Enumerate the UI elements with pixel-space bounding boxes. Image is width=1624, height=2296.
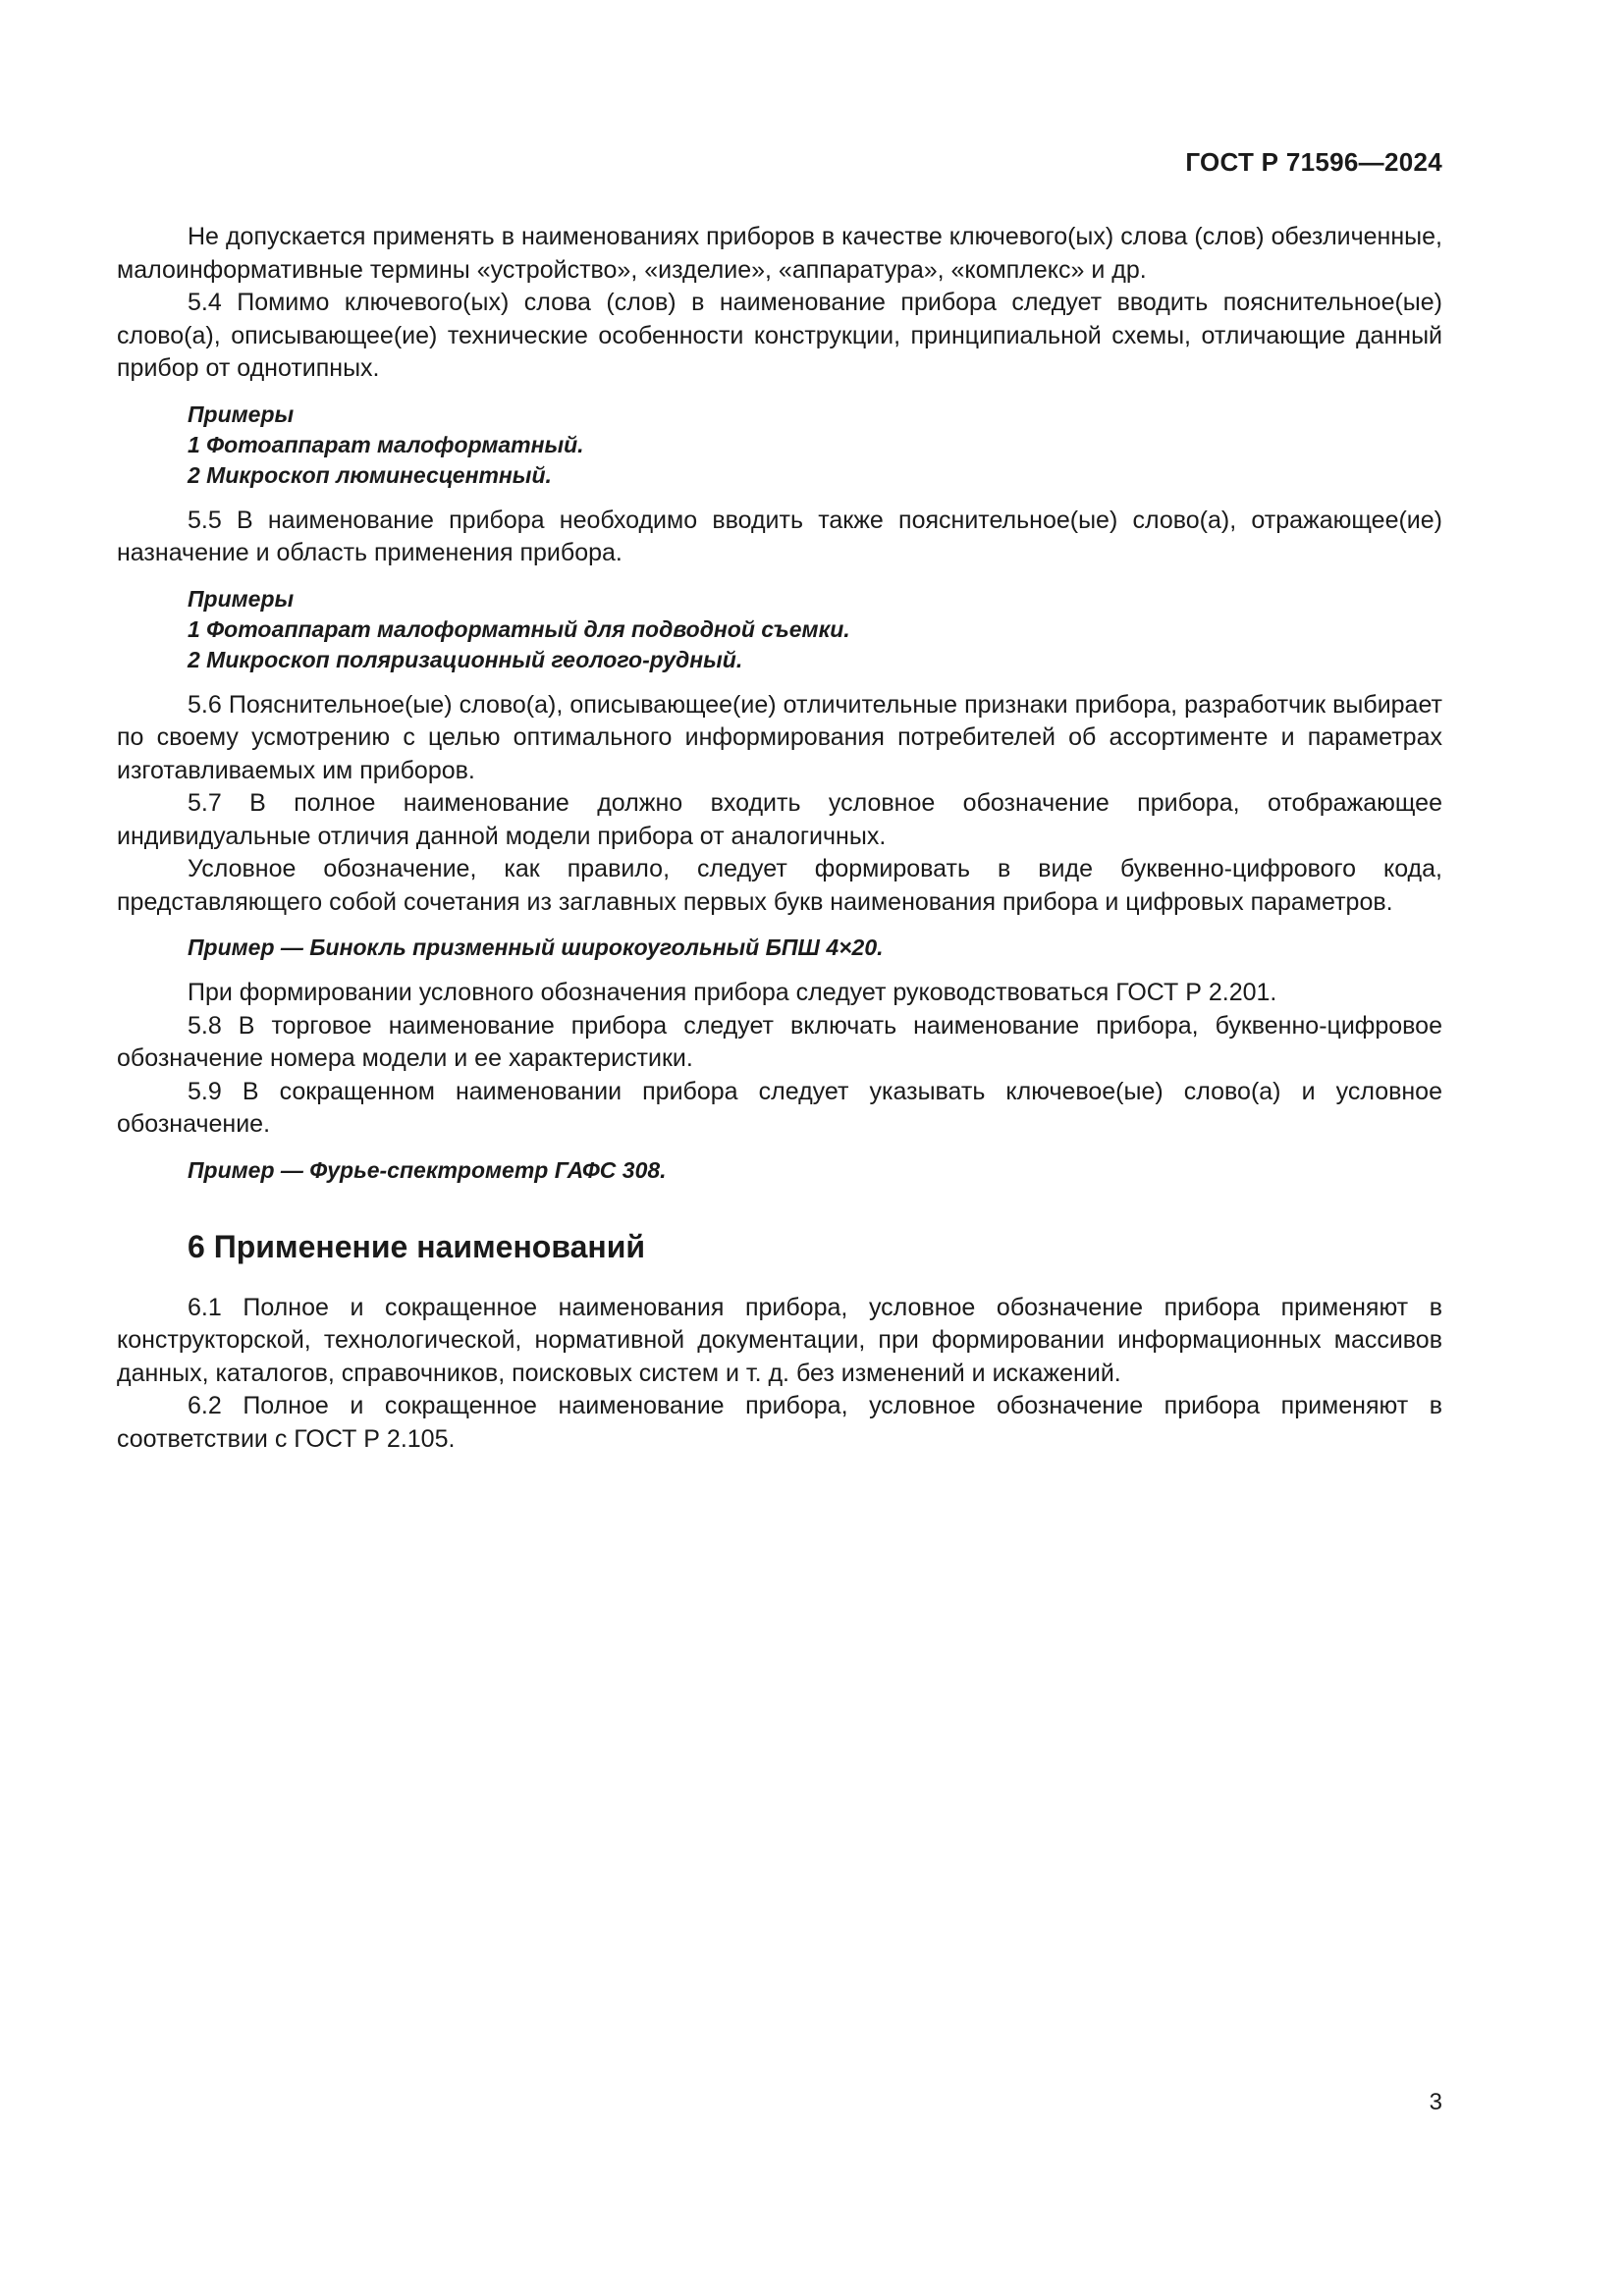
clause-6-2: 6.2 Полное и сокращенное наименование прибора, условное обозначение прибора применяют в соответствии с ГОСТ Р 2.105. [117, 1392, 1442, 1453]
examples-5-4 [188, 400, 1442, 491]
example-item: 1 Фотоаппарат малоформатный для подводной съемки. [188, 615, 850, 642]
document-code: ГОСТ Р 71596—2024 [1185, 147, 1442, 177]
clause-5-6: 5.6 Пояснительное(ые) слово(а), описывающее(ие) отличительные признаки прибора, разработчик выбирает по своему усмотрению с целью оптимального информирования потребителей об ассортименте и параметрах изготавливаемых им приборов. [117, 690, 1442, 784]
clause-6-1: 6.1 Полное и сокращенное наименования прибора, условное обозначение прибора применяют в конструкторской, технологической, нормативной документации, при формировании информационных массивов данных, каталогов, справочников, поисковых систем и т. д. без изменений и искажений. [117, 1293, 1442, 1387]
clause-5-7-reference: При формировании условного обозначения прибора следует руководствоваться ГОСТ Р 2.201. [188, 979, 1277, 1006]
examples-heading: Примеры [188, 400, 295, 427]
clause-5-9: 5.9 В сокращенном наименовании прибора следует указывать ключевое(ые) слово(а) и условное обозначение. [117, 1077, 1442, 1138]
document-body [117, 221, 1442, 1456]
clause-5-4: 5.4 Помимо ключевого(ых) слова (слов) в наименование прибора следует вводить пояснительное(ые) слово(а), описывающее(ие) технические особенности конструкции, принципиальной схемы, отличающие данный прибор от однотипных. [117, 289, 1442, 382]
section-6-title: 6 Применение наименований [188, 1228, 646, 1264]
examples-5-5 [188, 584, 1442, 675]
example-item: 2 Микроскоп люминесцентный. [188, 461, 552, 488]
page-number: 3 [1429, 2089, 1442, 2115]
example-item: 2 Микроскоп поляризационный геолого-рудный. [188, 646, 743, 672]
examples-heading: Примеры [188, 585, 295, 612]
example-item: 1 Фотоаппарат малоформатный. [188, 431, 584, 457]
clause-5-8: 5.8 В торговое наименование прибора следует включать наименование прибора, буквенно-цифровое обозначение номера модели и ее характеристики. [117, 1011, 1442, 1072]
paragraph-no-generic-terms: Не допускается применять в наименованиях приборов в качестве ключевого(ых) слова (слов) обезличенные, малоинформативные термины «устройство», «изделие», «аппаратура», «комплекс» и др. [117, 223, 1442, 284]
example-5-9: Пример — Фурье-спектрометр ГАФС 308. [188, 1156, 667, 1183]
clause-5-7-designation: Условное обозначение, как правило, следует формировать в виде буквенно-цифрового кода, представляющего собой сочетания из заглавных первых букв наименования прибора и цифровых параметров. [117, 855, 1442, 916]
example-5-7: Пример — Бинокль призменный широкоугольный БПШ 4×20. [188, 934, 884, 960]
clause-5-5: 5.5 В наименование прибора необходимо вводить также пояснительное(ые) слово(а), отражающее(ие) назначение и область применения прибора. [117, 506, 1442, 566]
clause-5-7: 5.7 В полное наименование должно входить условное обозначение прибора, отображающее индивидуальные отличия данной модели прибора от аналогичных. [117, 789, 1442, 850]
